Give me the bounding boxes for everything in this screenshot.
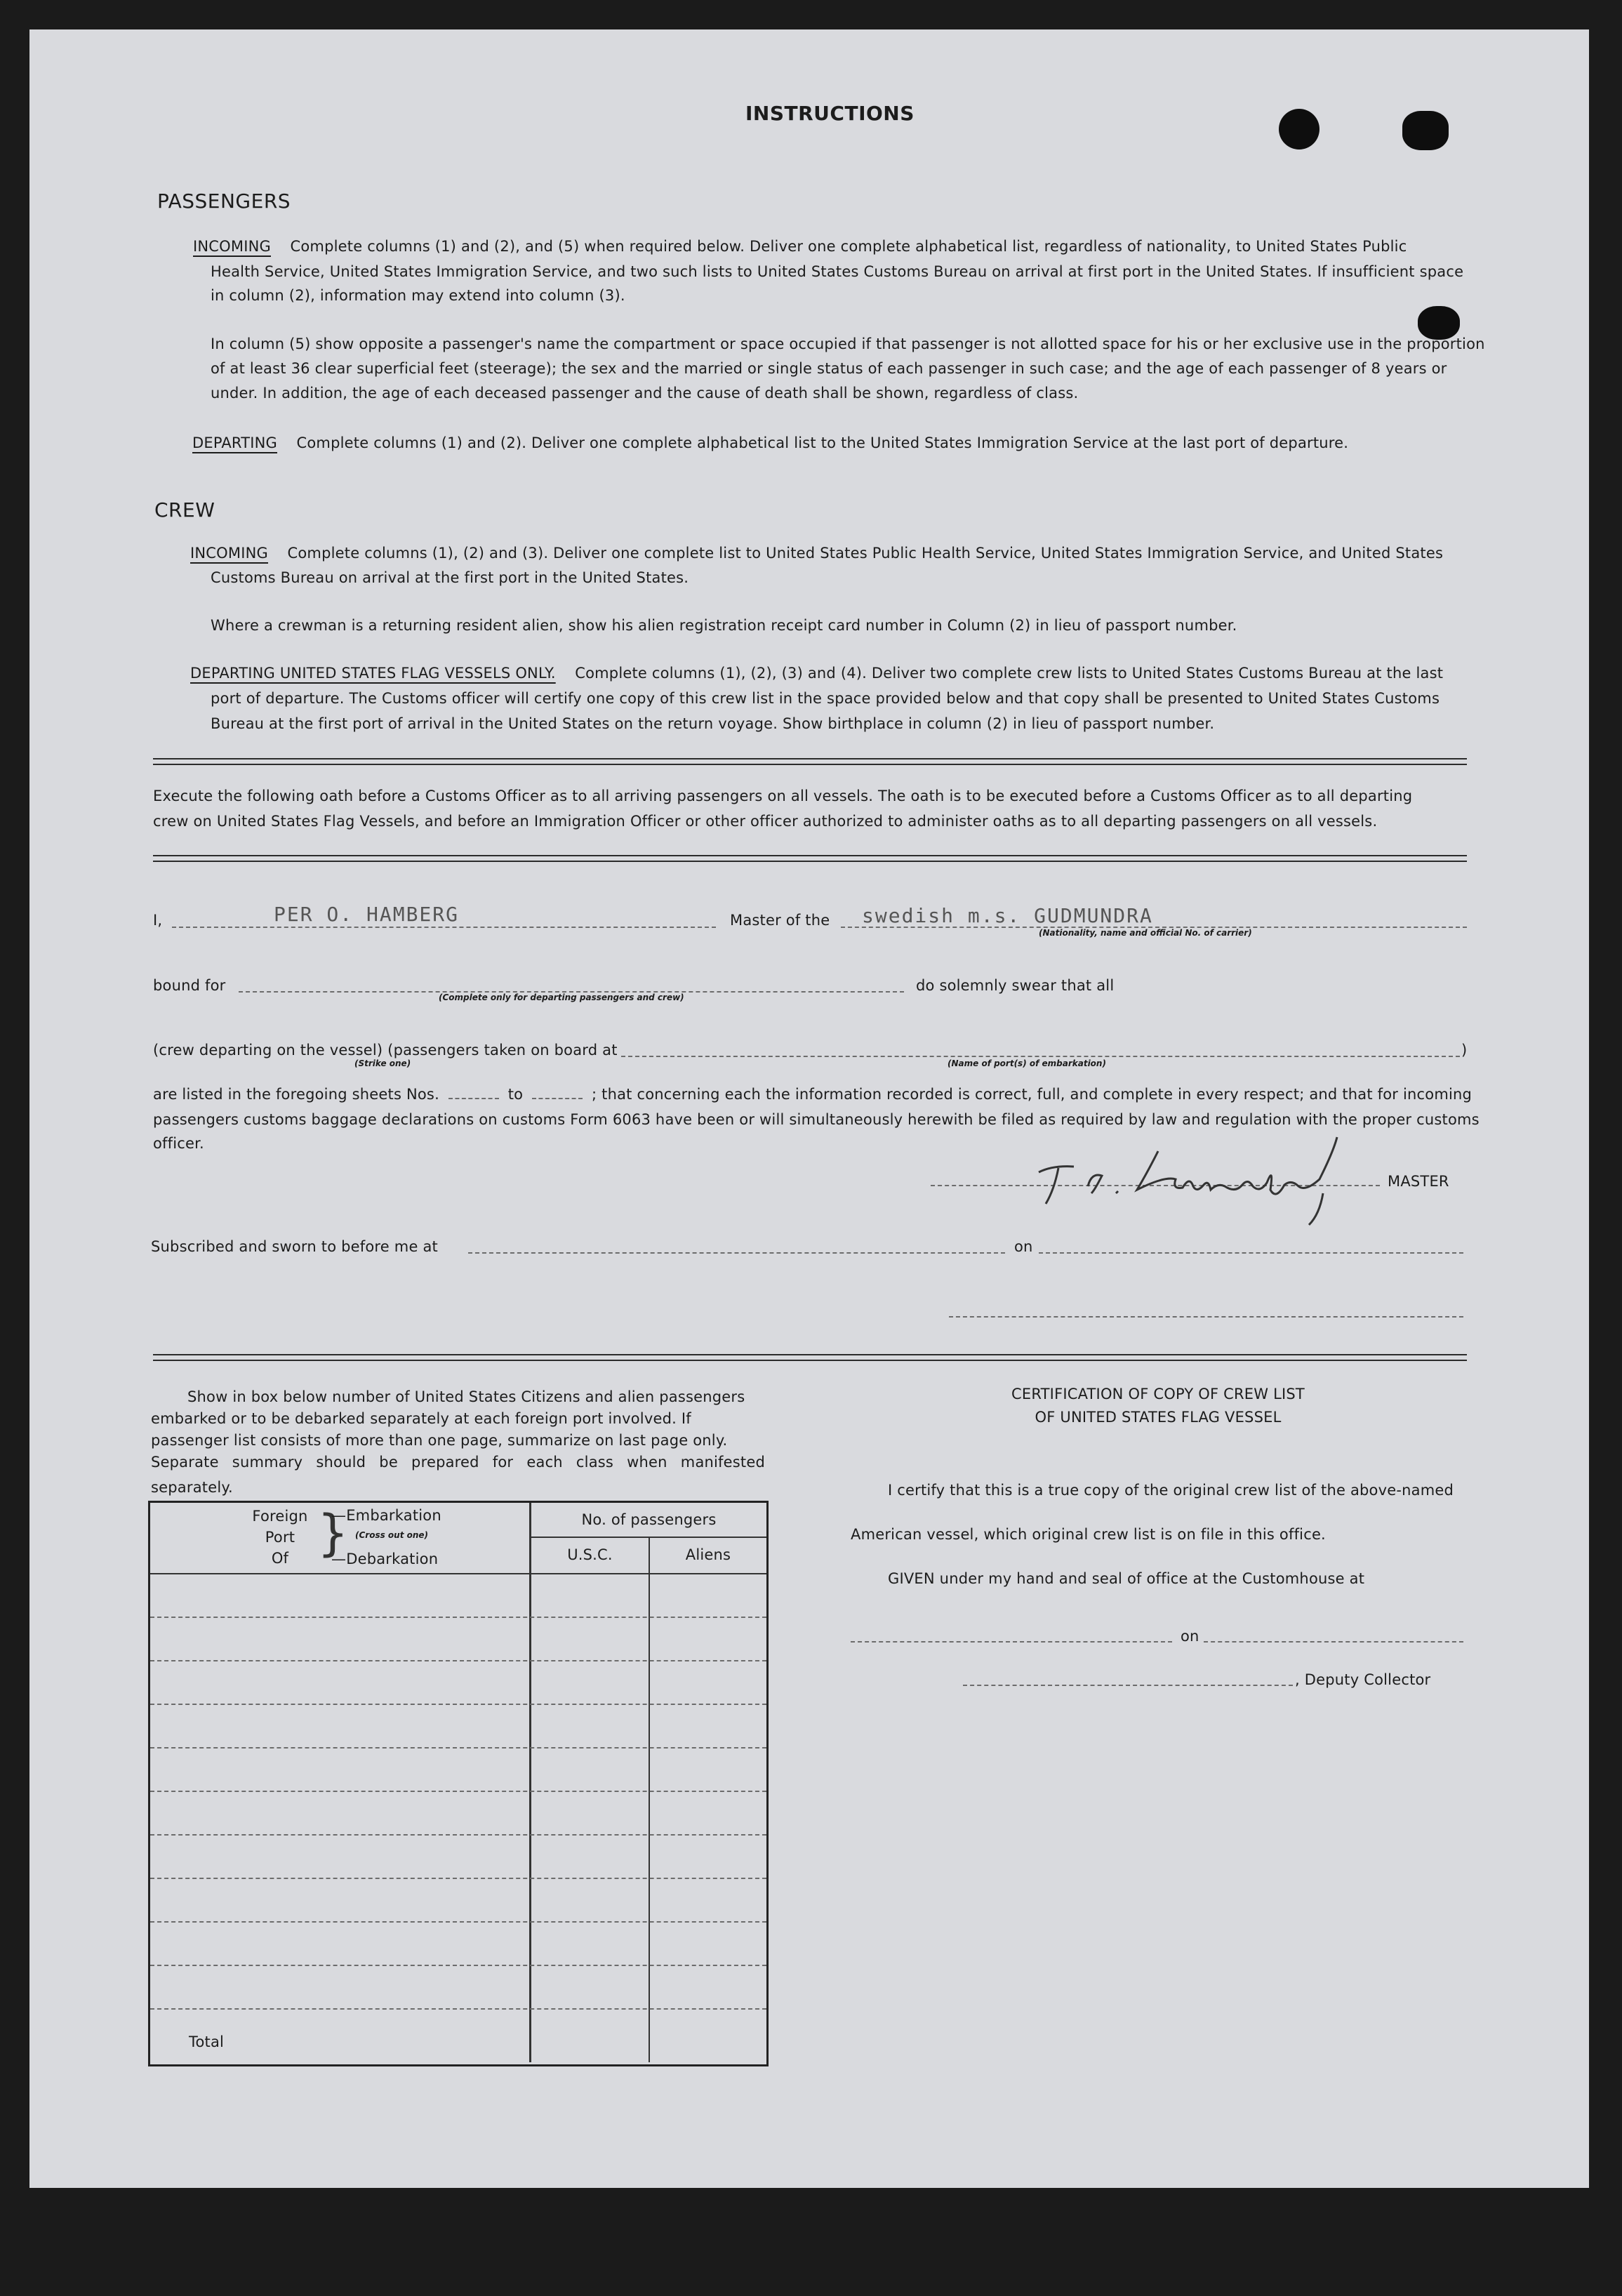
table-row[interactable] [150,1617,766,1618]
usc-header: U.S.C. [567,1546,613,1563]
vessel-field[interactable]: swedish m.s. GUDMUNDRA [862,904,1153,927]
certification-line-2: American vessel, which original crew list is on file in this office. [851,1526,1326,1543]
embarkation-port-line[interactable] [621,1056,1460,1057]
subscribed-on-label: on [1014,1238,1033,1255]
customhouse-line[interactable] [851,1641,1172,1643]
subscribed-label: Subscribed and sworn to before me at [151,1238,438,1255]
master-of-label: Master of the [730,912,830,929]
crew-alien-note: Where a crewman is a returning resident alien, show his alien registration receipt card number in Column (2) in lieu of passport number. [211,617,1237,634]
crew-departing-strike: (crew departing on the vessel) (passengers taken on board at [153,1042,618,1059]
oath-line-3: officer. [153,1135,204,1152]
subheader-rule [531,1537,766,1538]
strike-caption: (Strike one) [354,1059,411,1068]
master-signature [1025,1123,1390,1228]
table-row[interactable] [150,1791,766,1792]
close-paren: ) [1461,1042,1468,1059]
debarkation-label: —Debarkation [331,1551,439,1567]
page-title: INSTRUCTIONS [745,102,915,125]
passengers-incoming-label: INCOMING [193,238,271,255]
sheet-to-field[interactable] [532,1098,583,1099]
oath-intro-line-1: Execute the following oath before a Customs Officer as to all arriving passengers on all vessels. The oath is to be executed before a Customs Officer as to all departing [153,788,1413,804]
vessel-caption: (Nationality, name and official No. of carrier) [1039,928,1252,938]
certification-line-1: I certify that this is a true copy of the original crew list of the above-named [888,1482,1454,1499]
officer-signature-line[interactable] [949,1316,1463,1318]
table-row[interactable] [150,1965,766,1966]
master-name-line [172,927,716,928]
sheet-from-field[interactable] [448,1098,499,1099]
crew-departing-label: DEPARTING UNITED STATES FLAG VESSELS ONLY. [190,665,556,682]
listed-line: are listed in the foregoing sheets Nos. to ; that concerning each the information recorded is correct, full, and complete in every respect; and that for incoming [153,1086,1473,1103]
cross-out-caption: (Cross out one) [355,1530,429,1540]
certification-title: CERTIFICATION OF COPY OF CREW LIST OF UNITED STATES FLAG VESSEL [1011,1386,1305,1426]
certification-date-line[interactable] [1204,1641,1463,1643]
foreign-port-of-header: Foreign Port Of [252,1508,308,1567]
master-label: MASTER [1388,1173,1449,1190]
ink-blot-1 [1279,109,1319,150]
crew-incoming-line-2: Customs Bureau on arrival at the first port in the United States. [211,569,689,586]
passengers-heading: PASSENGERS [157,190,291,213]
header-rule [150,1573,766,1574]
column5-line-2: of at least 36 clear superficial feet (steerage); the sex and the married or single status of each passenger in such case; and the age of each passenger of 8 years or [211,360,1447,377]
column5-line-1: In column (5) show opposite a passenger's name the compartment or space occupied if that passenger is not allotted space for his or her exclusive use in the proportion [211,336,1485,352]
table-row[interactable] [150,1660,766,1661]
subscribed-date-line[interactable] [1039,1252,1463,1254]
passengers-departing-label: DEPARTING [192,434,277,451]
oath-intro-line-2: crew on United States Flag Vessels, and before an Immigration Officer or other officer authorized to administer oaths as to all departing passengers on all vessels. [153,813,1378,830]
subscribed-place-line[interactable] [468,1252,1005,1254]
passengers-departing: DEPARTING Complete columns (1) and (2). Deliver one complete alphabetical list to the United States Immigration Service at the last port of departure. [192,434,1349,451]
passengers-incoming-line-3: in column (2), information may extend into column (3). [211,287,625,304]
brace-icon: } [317,1504,349,1562]
table-row[interactable] [150,1878,766,1879]
table-row[interactable] [150,2008,766,2010]
crew-departing-line-1: DEPARTING UNITED STATES FLAG VESSELS ONLY. Complete columns (1), (2), (3) and (4). Deliver two complete crew lists to United States Customs Bureau at the last [190,665,1444,682]
passengers-incoming-line-2: Health Service, United States Immigration Service, and two such lists to United States Customs Bureau on arrival at first port in the United States. If insufficient space [211,263,1464,280]
crew-heading: CREW [154,498,215,522]
table-row[interactable] [150,1834,766,1836]
master-name-field[interactable]: PER O. HAMBERG [274,903,460,926]
passengers-incoming-line-1: INCOMING Complete columns (1) and (2), and (5) when required below. Deliver one complete alphabetical list, regardless of nationality, to United States Public [193,238,1407,255]
bound-for-label: bound for [153,977,226,994]
aliens-header: Aliens [685,1546,731,1563]
column5-line-3: under. In addition, the age of each deceased passenger and the cause of death shall be shown, regardless of class. [211,385,1079,402]
certification-on-label: on [1181,1628,1199,1645]
table-row[interactable] [150,1704,766,1705]
col-divider-2 [649,1537,650,2062]
table-row[interactable] [150,1747,766,1748]
total-label: Total [189,2033,225,2050]
double-rule-2 [153,855,1467,862]
embarkation-label: —Embarkation [331,1507,441,1524]
passenger-summary-table [148,1501,769,2066]
deputy-collector-label: , Deputy Collector [1295,1671,1431,1688]
crew-incoming-line-1: INCOMING Complete columns (1), (2) and (3). Deliver one complete list to United States Public Health Service, United States Immigration Service, and United States [190,545,1444,562]
swear-label: do solemnly swear that all [916,977,1115,994]
table-row[interactable] [150,1921,766,1923]
certification-line-3: GIVEN under my hand and seal of office at the Customhouse at [888,1570,1365,1587]
crew-departing-line-2: port of departure. The Customs officer will certify one copy of this crew list in the space provided below and that copy shall be presented to United States Customs [211,690,1440,707]
double-rule-1 [153,758,1467,765]
oath-i-label: I, [153,912,163,929]
col-divider-1 [529,1503,531,2062]
crew-departing-line-3: Bureau at the first port of arrival in the United States on the return voyage. Show birthplace in column (2) in lieu of passport number. [211,715,1215,732]
oath-line-2: passengers customs baggage declarations on customs Form 6063 have been or will simultaneously herewith be filed as required by law and regulation with the proper customs [153,1111,1480,1128]
port-caption: (Name of port(s) of embarkation) [948,1059,1106,1068]
no-passengers-header: No. of passengers [581,1511,717,1528]
double-rule-3 [153,1354,1467,1361]
summary-text: Show in box below number of United States Citizens and alien passengers embarked or to be debarked separately at each foreign port involved. If passenger list consists of more than one page, summarize on last page only. Separate summary should be prepared for each class when manifested separately. [151,1388,765,1496]
bound-caption: (Complete only for departing passengers and crew) [439,993,684,1002]
ink-blot-2 [1402,111,1449,150]
crew-incoming-label: INCOMING [190,545,268,562]
deputy-signature-line[interactable] [963,1685,1293,1686]
